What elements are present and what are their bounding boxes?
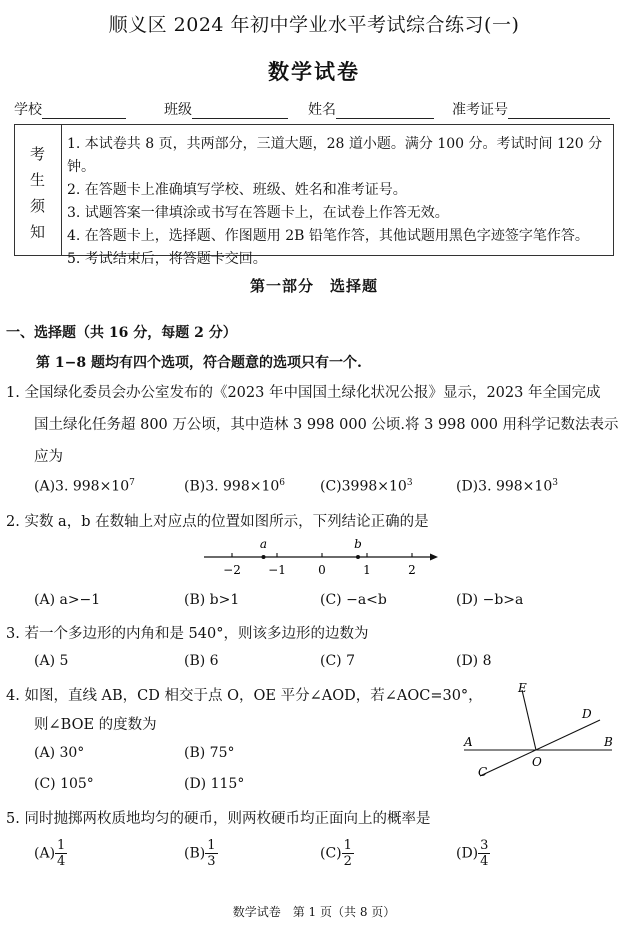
number-line-point-a xyxy=(262,555,266,559)
number-line-tick-label: −1 xyxy=(268,563,286,577)
q5-option-d[interactable] xyxy=(456,838,490,869)
q4-line: 4. 如图，直线 AB，CD 相交于点 O，OE 平分∠AOD，若∠AOC=30°， xyxy=(6,688,483,704)
q5-text: 5. 同时抛掷两枚质地均匀的硬币，则两枚硬币均正面向上的概率是 xyxy=(6,811,431,827)
q1-option-c[interactable] xyxy=(320,478,413,495)
number-line-point-label: a xyxy=(259,537,268,551)
option-label: (C) xyxy=(320,478,342,495)
page-footer: 数学试卷 第 1 页（共 8 页） xyxy=(232,905,396,919)
notice-box xyxy=(14,124,614,267)
school-label: 学校 xyxy=(14,102,42,118)
name-label: 姓名 xyxy=(308,102,336,118)
denominator: 4 xyxy=(480,854,489,869)
part-title: 第一部分 选择题 xyxy=(249,277,378,295)
section-instruction: 第 1−8 题均有四个选项，符合题意的选项只有一个. xyxy=(36,355,362,371)
q2-option-a[interactable]: (A) a>−1 xyxy=(34,592,101,608)
q1-option-b[interactable] xyxy=(184,478,285,495)
numerator: 1 xyxy=(57,838,66,853)
q1-option-d[interactable] xyxy=(456,478,558,495)
option-exponent: 3 xyxy=(552,478,558,488)
label-c: C xyxy=(478,765,488,779)
notice-item: 4. 在答题卡上，选择题、作图题用 2B 铅笔作答，其他试题用黑色字迹签字笔作答。 xyxy=(67,228,589,244)
option-label: (B) xyxy=(184,845,206,862)
q4-line: 则∠BOE 的度数为 xyxy=(34,717,157,733)
numerator: 3 xyxy=(480,838,489,853)
angle-figure xyxy=(458,680,618,784)
label-o: O xyxy=(532,755,542,769)
number-line-arrow xyxy=(430,554,438,561)
section-heading: 一、选择题（共 16 分，每题 2 分） xyxy=(6,325,237,341)
q3-text: 3. 若一个多边形的内角和是 540°，则该多边形的边数为 xyxy=(6,626,369,642)
q5-option-a[interactable] xyxy=(34,838,67,869)
q3-option-c[interactable]: (C) 7 xyxy=(320,653,355,669)
label-e: E xyxy=(518,681,527,695)
q4-option-a[interactable]: (A) 30° xyxy=(34,745,85,761)
q3-option-b[interactable]: (B) 6 xyxy=(184,653,219,669)
option-label: (B) xyxy=(184,478,206,495)
number-line-tick-label: −2 xyxy=(223,563,241,577)
notice-label-char: 须 xyxy=(30,197,46,215)
numerator: 1 xyxy=(343,838,352,853)
notice-label-char: 考 xyxy=(30,145,46,163)
notice-item: 1. 本试卷共 8 页，共两部分，三道大题，28 道小题。满分 100 分。考试时间 120 分钟。 xyxy=(67,136,603,175)
notice-label xyxy=(15,125,62,255)
notice-item: 3. 试题答案一律填涂或书写在答题卡上，在试卷上作答无效。 xyxy=(67,205,449,221)
fraction xyxy=(478,838,490,869)
option-value: 3998×10 xyxy=(341,478,407,495)
label-d: D xyxy=(582,707,592,721)
q2-option-c[interactable]: (C) −a<b xyxy=(320,592,387,608)
number-line-figure xyxy=(200,535,440,583)
fraction xyxy=(55,838,67,869)
fraction xyxy=(205,838,217,869)
notice-item: 2. 在答题卡上准确填写学校、班级、姓名和准考证号。 xyxy=(67,182,407,198)
q1-option-a[interactable] xyxy=(34,478,135,495)
q4-option-b[interactable]: (B) 75° xyxy=(184,745,235,761)
denominator: 3 xyxy=(207,854,216,869)
denominator: 4 xyxy=(57,854,66,869)
notice-label-char: 生 xyxy=(30,171,46,189)
option-exponent: 6 xyxy=(279,478,286,488)
notice-label-char: 知 xyxy=(30,223,46,241)
q1-line: 应为 xyxy=(34,449,63,465)
denominator: 2 xyxy=(343,854,352,869)
q2-option-b[interactable]: (B) b>1 xyxy=(184,592,240,608)
option-label: (A) xyxy=(34,845,56,862)
number-line-point-label: b xyxy=(354,537,362,551)
notice-items xyxy=(67,133,613,271)
class-field[interactable] xyxy=(192,104,288,119)
number-line-point-b xyxy=(356,555,360,559)
exam-number-field[interactable] xyxy=(508,104,610,119)
name-field[interactable] xyxy=(336,104,434,119)
option-exponent: 7 xyxy=(129,478,135,488)
school-field[interactable] xyxy=(42,104,126,119)
option-label: (A) xyxy=(34,478,56,495)
q1-line: 1. 全国绿化委员会办公室发布的《2023 年中国国土绿化状况公报》显示，2023 年全国完成 xyxy=(6,385,601,401)
number-line-tick-label: 1 xyxy=(363,563,371,577)
exam-subtitle: 数学试卷 xyxy=(268,59,360,84)
q1-line: 国土绿化任务超 800 万公顷，其中造林 3 998 000 公顷.将 3 998 000 用科学记数法表示 xyxy=(34,417,619,433)
q5-option-b[interactable] xyxy=(184,838,218,869)
class-label: 班级 xyxy=(164,102,192,118)
q2-text: 2. 实数 a，b 在数轴上对应点的位置如图所示，下列结论正确的是 xyxy=(6,514,429,530)
exam-title: 顺义区 2024 年初中学业水平考试综合练习(一) xyxy=(108,14,520,36)
option-exponent: 3 xyxy=(406,478,413,488)
exam-number-label: 准考证号 xyxy=(452,102,508,118)
q3-option-d[interactable]: (D) 8 xyxy=(456,653,492,669)
label-a: A xyxy=(464,735,473,749)
q2-option-d[interactable]: (D) −b>a xyxy=(456,592,524,608)
notice-item: 5. 考试结束后，将答题卡交回。 xyxy=(67,251,267,267)
fraction xyxy=(342,838,354,869)
option-label: (C) xyxy=(320,845,342,862)
label-b: B xyxy=(604,735,613,749)
option-label: (D) xyxy=(456,478,479,495)
q4-option-d[interactable]: (D) 115° xyxy=(184,776,245,792)
option-label: (D) xyxy=(456,845,479,862)
q3-option-a[interactable]: (A) 5 xyxy=(34,653,69,669)
ray-oe xyxy=(522,690,536,750)
option-value: 3. 998×10 xyxy=(55,478,130,495)
q4-option-c[interactable]: (C) 105° xyxy=(34,776,94,792)
number-line-tick-label: 2 xyxy=(408,563,416,577)
q5-option-c[interactable] xyxy=(320,838,354,869)
numerator: 1 xyxy=(207,838,216,853)
option-value: 3. 998×10 xyxy=(478,478,553,495)
number-line-tick-label: 0 xyxy=(318,563,326,577)
option-value: 3. 998×10 xyxy=(205,478,280,495)
